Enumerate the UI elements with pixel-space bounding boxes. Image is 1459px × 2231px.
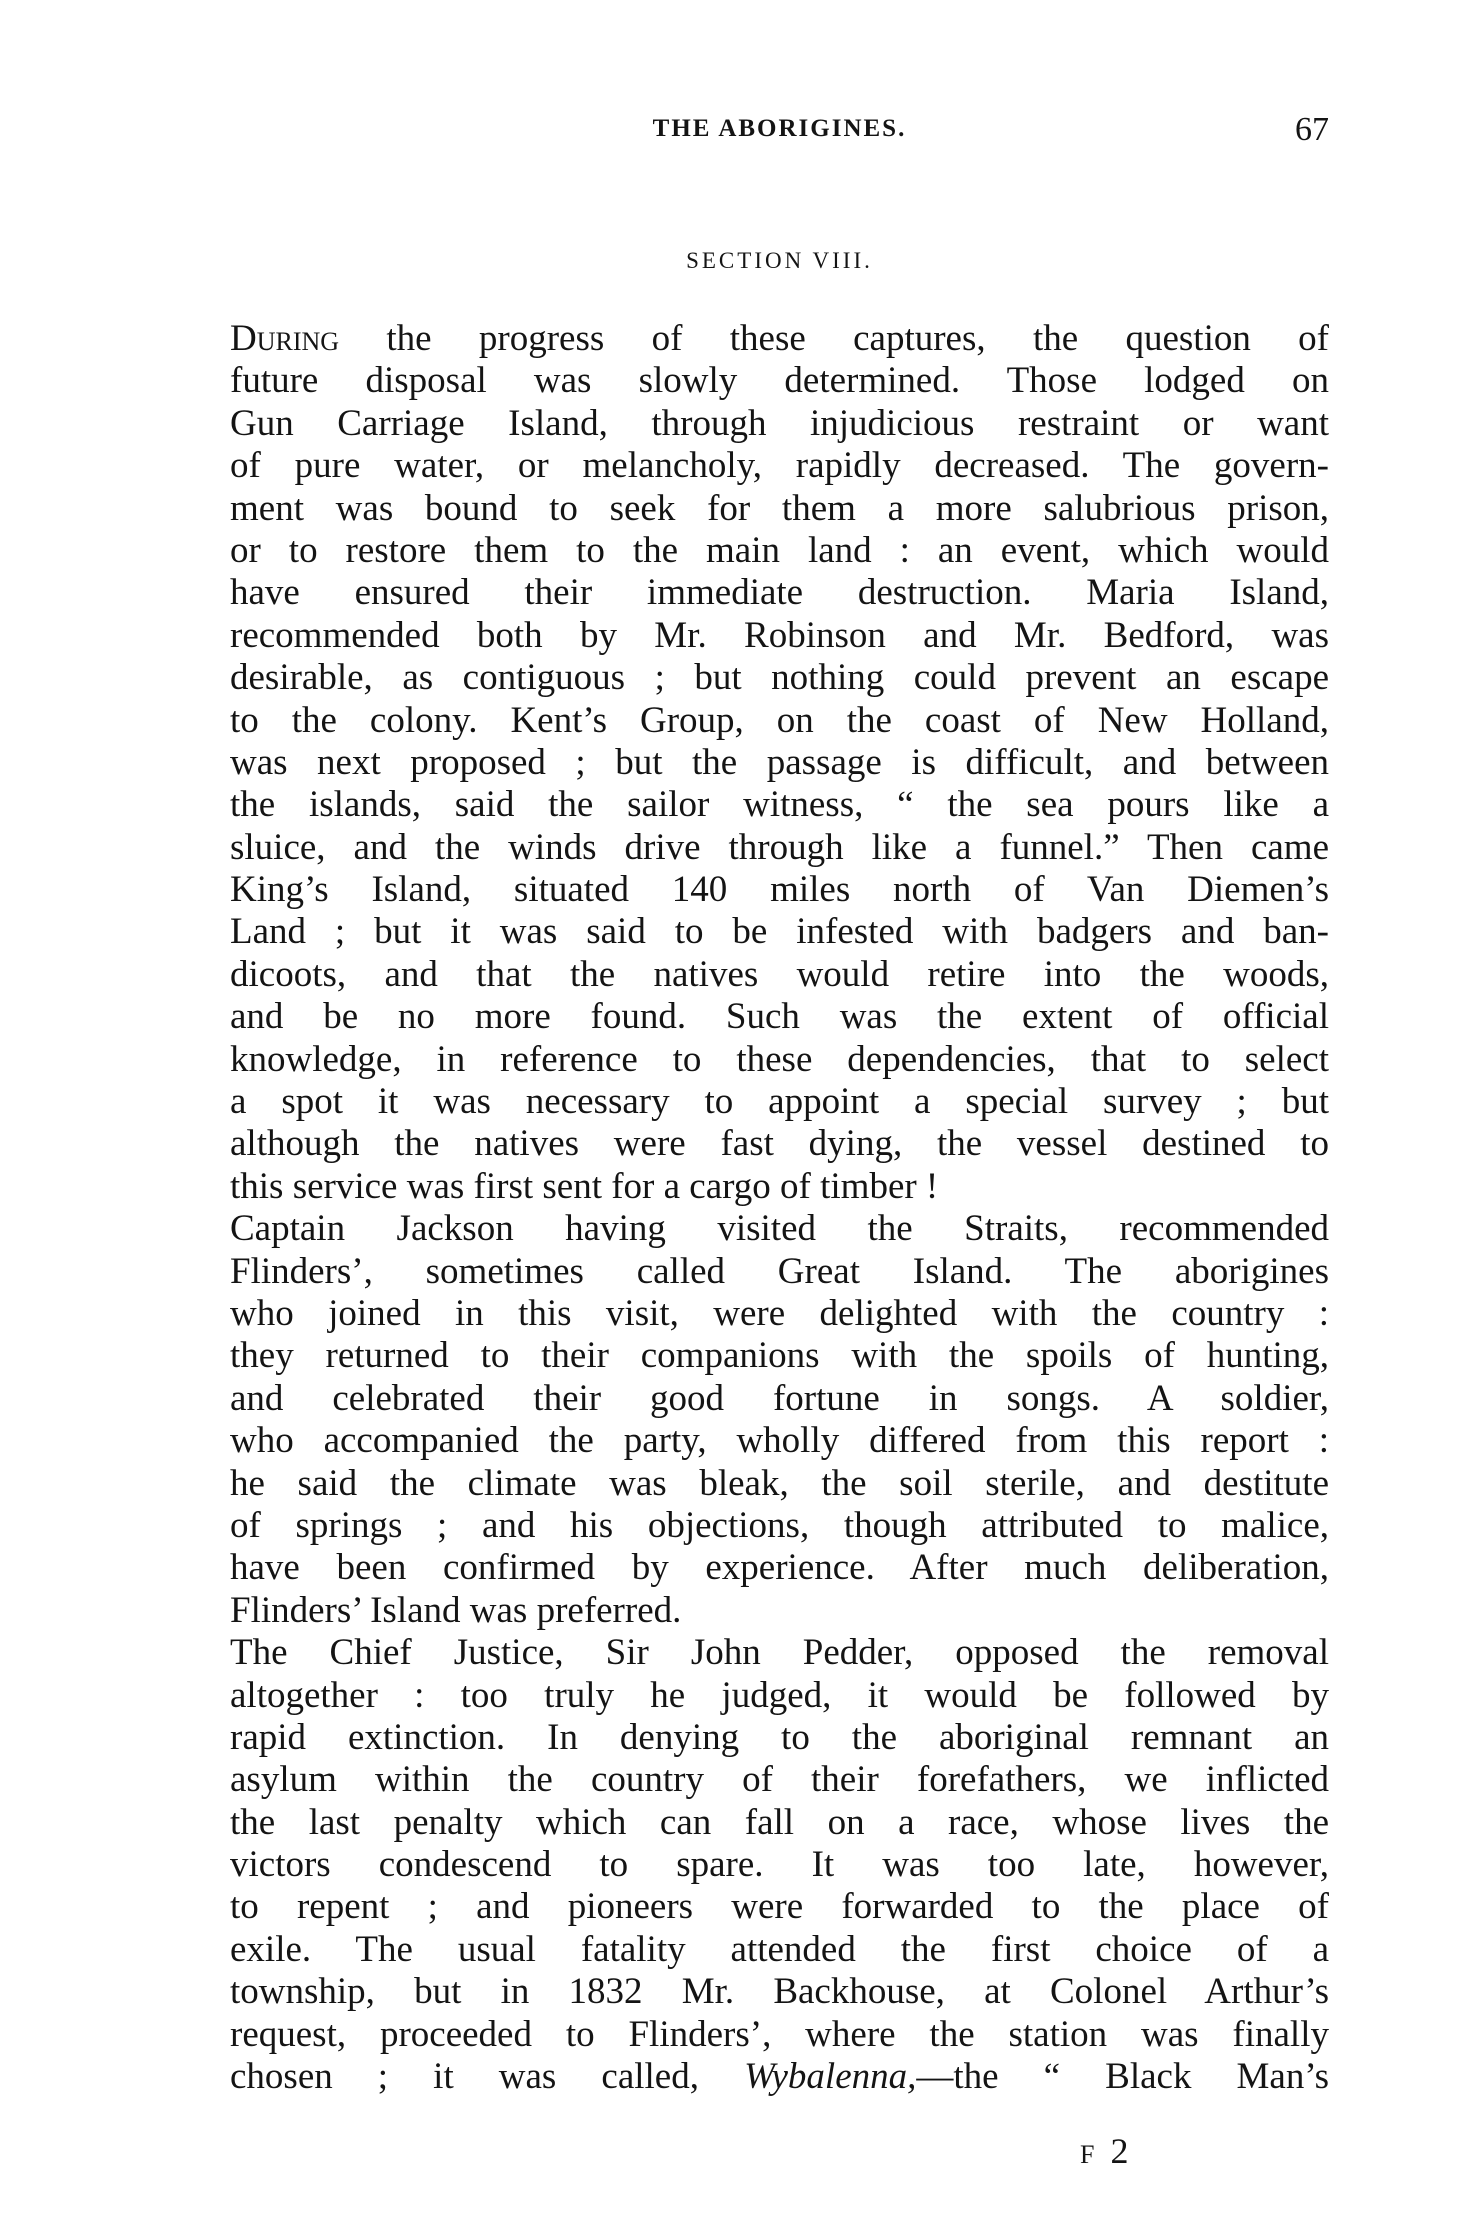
running-title: THE ABORIGINES. bbox=[652, 115, 907, 142]
paragraph-3 bbox=[230, 1632, 1329, 2098]
text-line: sluice, and the winds drive through like a funnel.” Then came bbox=[230, 826, 1329, 868]
last-line-before: chosen ; it was called, bbox=[230, 2056, 699, 2098]
text-line: and be no more found. Such was the extent of official bbox=[230, 996, 1329, 1038]
text-line: or to restore them to the main land : an event, which would bbox=[230, 529, 1329, 571]
text-line: Captain Jackson having visited the Straits, recommended bbox=[230, 1208, 1329, 1250]
text-line: asylum within the country of their forefathers, we inflicted bbox=[230, 1759, 1329, 1801]
text-line: who joined in this visit, were delighted with the country : bbox=[230, 1292, 1329, 1334]
place-name-italic: Wybalenna, bbox=[744, 2056, 917, 2098]
last-line-after: —the “ Black Man’s bbox=[916, 2056, 1330, 2098]
text-line: ment was bound to seek for them a more salubrious prison, bbox=[230, 487, 1329, 529]
text-line: although the natives were fast dying, the vessel destined to bbox=[230, 1123, 1329, 1165]
text-line: and celebrated their good fortune in songs. A soldier, bbox=[230, 1377, 1329, 1419]
text-line: exile. The usual fatality attended the first choice of a bbox=[230, 1928, 1329, 1970]
text-line: township, but in 1832 Mr. Backhouse, at Colonel Arthur’s bbox=[230, 1971, 1329, 2013]
text-line: Flinders’, sometimes called Great Island. The aborigines bbox=[230, 1250, 1329, 1292]
text-line: this service was first sent for a cargo of timber ! bbox=[230, 1165, 939, 1207]
text-line: the last penalty which can fall on a race, whose lives the bbox=[230, 1801, 1329, 1843]
text-line: a spot it was necessary to appoint a special survey ; but bbox=[230, 1081, 1329, 1123]
text-line: dicoots, and that the natives would retire into the woods, bbox=[230, 953, 1329, 995]
text-line: the islands, said the sailor witness, “ the sea pours like a bbox=[230, 784, 1329, 826]
text-line: Gun Carriage Island, through injudicious restraint or want bbox=[230, 402, 1329, 444]
text-line: to repent ; and pioneers were forwarded to the place of bbox=[230, 1886, 1329, 1928]
text-line: he said the climate was bleak, the soil sterile, and destitute bbox=[230, 1462, 1329, 1504]
text-line bbox=[230, 318, 1329, 360]
text-line: have been confirmed by experience. After much deliberation, bbox=[230, 1547, 1329, 1589]
text-line: knowledge, in reference to these dependencies, that to select bbox=[230, 1038, 1329, 1080]
section-heading: SECTION VIII. bbox=[686, 248, 873, 273]
text-line: was next proposed ; but the passage is difficult, and between bbox=[230, 741, 1329, 783]
text-line: The Chief Justice, Sir John Pedder, opposed the removal bbox=[230, 1632, 1329, 1674]
text-line: victors condescend to spare. It was too late, however, bbox=[230, 1844, 1329, 1886]
text-line bbox=[230, 2056, 1329, 2098]
page-number: 67 bbox=[1295, 111, 1329, 148]
text-line: who accompanied the party, wholly differed from this report : bbox=[230, 1420, 1329, 1462]
text-line: King’s Island, situated 140 miles north of Van Diemen’s bbox=[230, 869, 1329, 911]
running-head bbox=[230, 111, 1329, 155]
text-line: they returned to their companions with the spoils of hunting, bbox=[230, 1335, 1329, 1377]
text-line: future disposal was slowly determined. Those lodged on bbox=[230, 360, 1329, 402]
signature-number: 2 bbox=[1110, 2131, 1129, 2171]
text-line: Flinders’ Island was preferred. bbox=[230, 1589, 682, 1631]
first-line-rest: the progress of these captures, the question of bbox=[386, 318, 1329, 359]
text-line: altogether : too truly he judged, it would be followed by bbox=[230, 1674, 1329, 1716]
paragraph-1 bbox=[230, 318, 1329, 1208]
text-line: recommended both by Mr. Robinson and Mr. Bedford, was bbox=[230, 614, 1329, 656]
dropword: During bbox=[230, 318, 340, 359]
text-line: Land ; but it was said to be infested with badgers and ban- bbox=[230, 911, 1329, 953]
body-text bbox=[230, 318, 1329, 2098]
text-line: of springs ; and his objections, though attributed to malice, bbox=[230, 1504, 1329, 1546]
text-line: desirable, as contiguous ; but nothing could prevent an escape bbox=[230, 657, 1329, 699]
text-line: to the colony. Kent’s Group, on the coast of New Holland, bbox=[230, 699, 1329, 741]
signature-mark bbox=[1080, 2130, 1128, 2172]
text-line: request, proceeded to Flinders’, where the station was finally bbox=[230, 2013, 1329, 2055]
text-line: of pure water, or melancholy, rapidly decreased. The govern- bbox=[230, 445, 1329, 487]
text-line: have ensured their immediate destruction. Maria Island, bbox=[230, 572, 1329, 614]
paragraph-2 bbox=[230, 1208, 1329, 1632]
text-line: rapid extinction. In denying to the aboriginal remnant an bbox=[230, 1716, 1329, 1758]
signature-letter: F bbox=[1080, 2140, 1097, 2169]
